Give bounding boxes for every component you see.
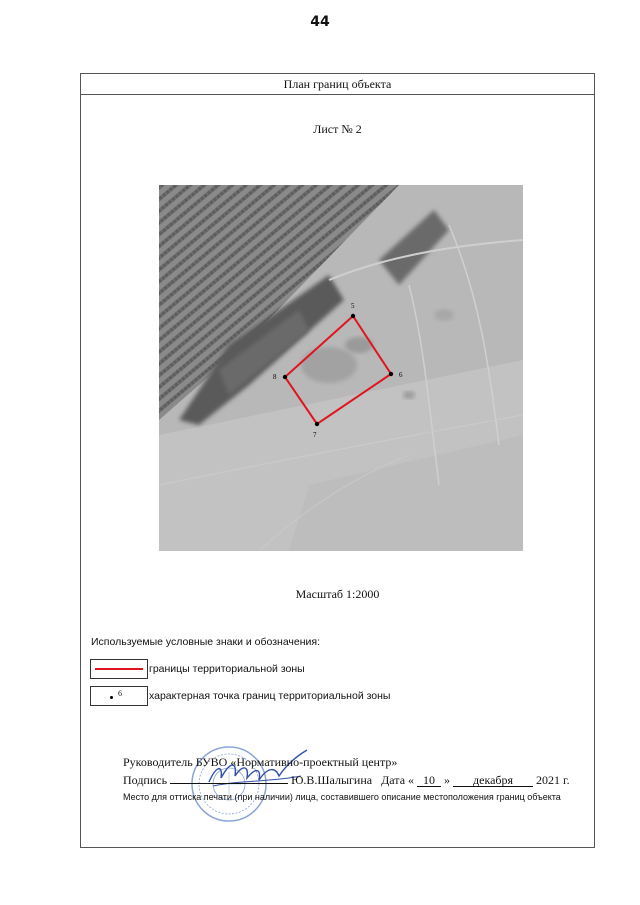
boundary-point-6 — [389, 372, 393, 376]
legend-title: Используемые условные знаки и обозначения: — [91, 636, 321, 648]
red-line-symbol — [95, 668, 143, 670]
boundary-point-8 — [283, 375, 287, 379]
point-label-5: 5 — [351, 302, 355, 310]
sign-label: Подпись — [123, 773, 168, 787]
point-label-6: 6 — [399, 371, 403, 379]
map-scale: Масштаб 1:2000 — [295, 587, 380, 601]
boundary-point-5 — [351, 314, 355, 318]
stamp-place-note: Место для оттиска печати (при наличии) лица, составившего описание местоположения границ объекта — [123, 792, 561, 802]
date-label: Дата « — [381, 773, 415, 787]
point-label-7: 7 — [313, 431, 317, 439]
head-line: Руководитель БУВО «Нормативно-проектный центр» — [123, 755, 398, 769]
date-month: декабря — [453, 773, 533, 787]
legend-line-sample — [90, 659, 148, 679]
date-day: 10 — [417, 773, 441, 787]
document-frame — [80, 73, 595, 848]
point-label-8: 8 — [273, 373, 277, 381]
frame-header-title: План границ объекта — [81, 74, 594, 95]
date-quote-close: » — [444, 773, 451, 787]
signer-name: Ю.В.Шалыгина — [291, 773, 373, 787]
signature-line — [123, 770, 570, 788]
aerial-map — [159, 185, 523, 551]
signature-blank — [170, 770, 288, 784]
legend-point-sample — [90, 686, 148, 706]
date-year: 2021 г. — [536, 773, 570, 787]
point-symbol — [110, 696, 113, 699]
legend-item-point: характерная точка границ территориальной зоны — [149, 690, 391, 702]
sheet-label: Лист № 2 — [313, 122, 362, 136]
page-number: 44 — [310, 14, 330, 30]
boundary-point-7 — [315, 422, 319, 426]
legend-item-boundary: границы территориальной зоны — [149, 663, 305, 675]
point-symbol-number: 6 — [118, 689, 122, 698]
